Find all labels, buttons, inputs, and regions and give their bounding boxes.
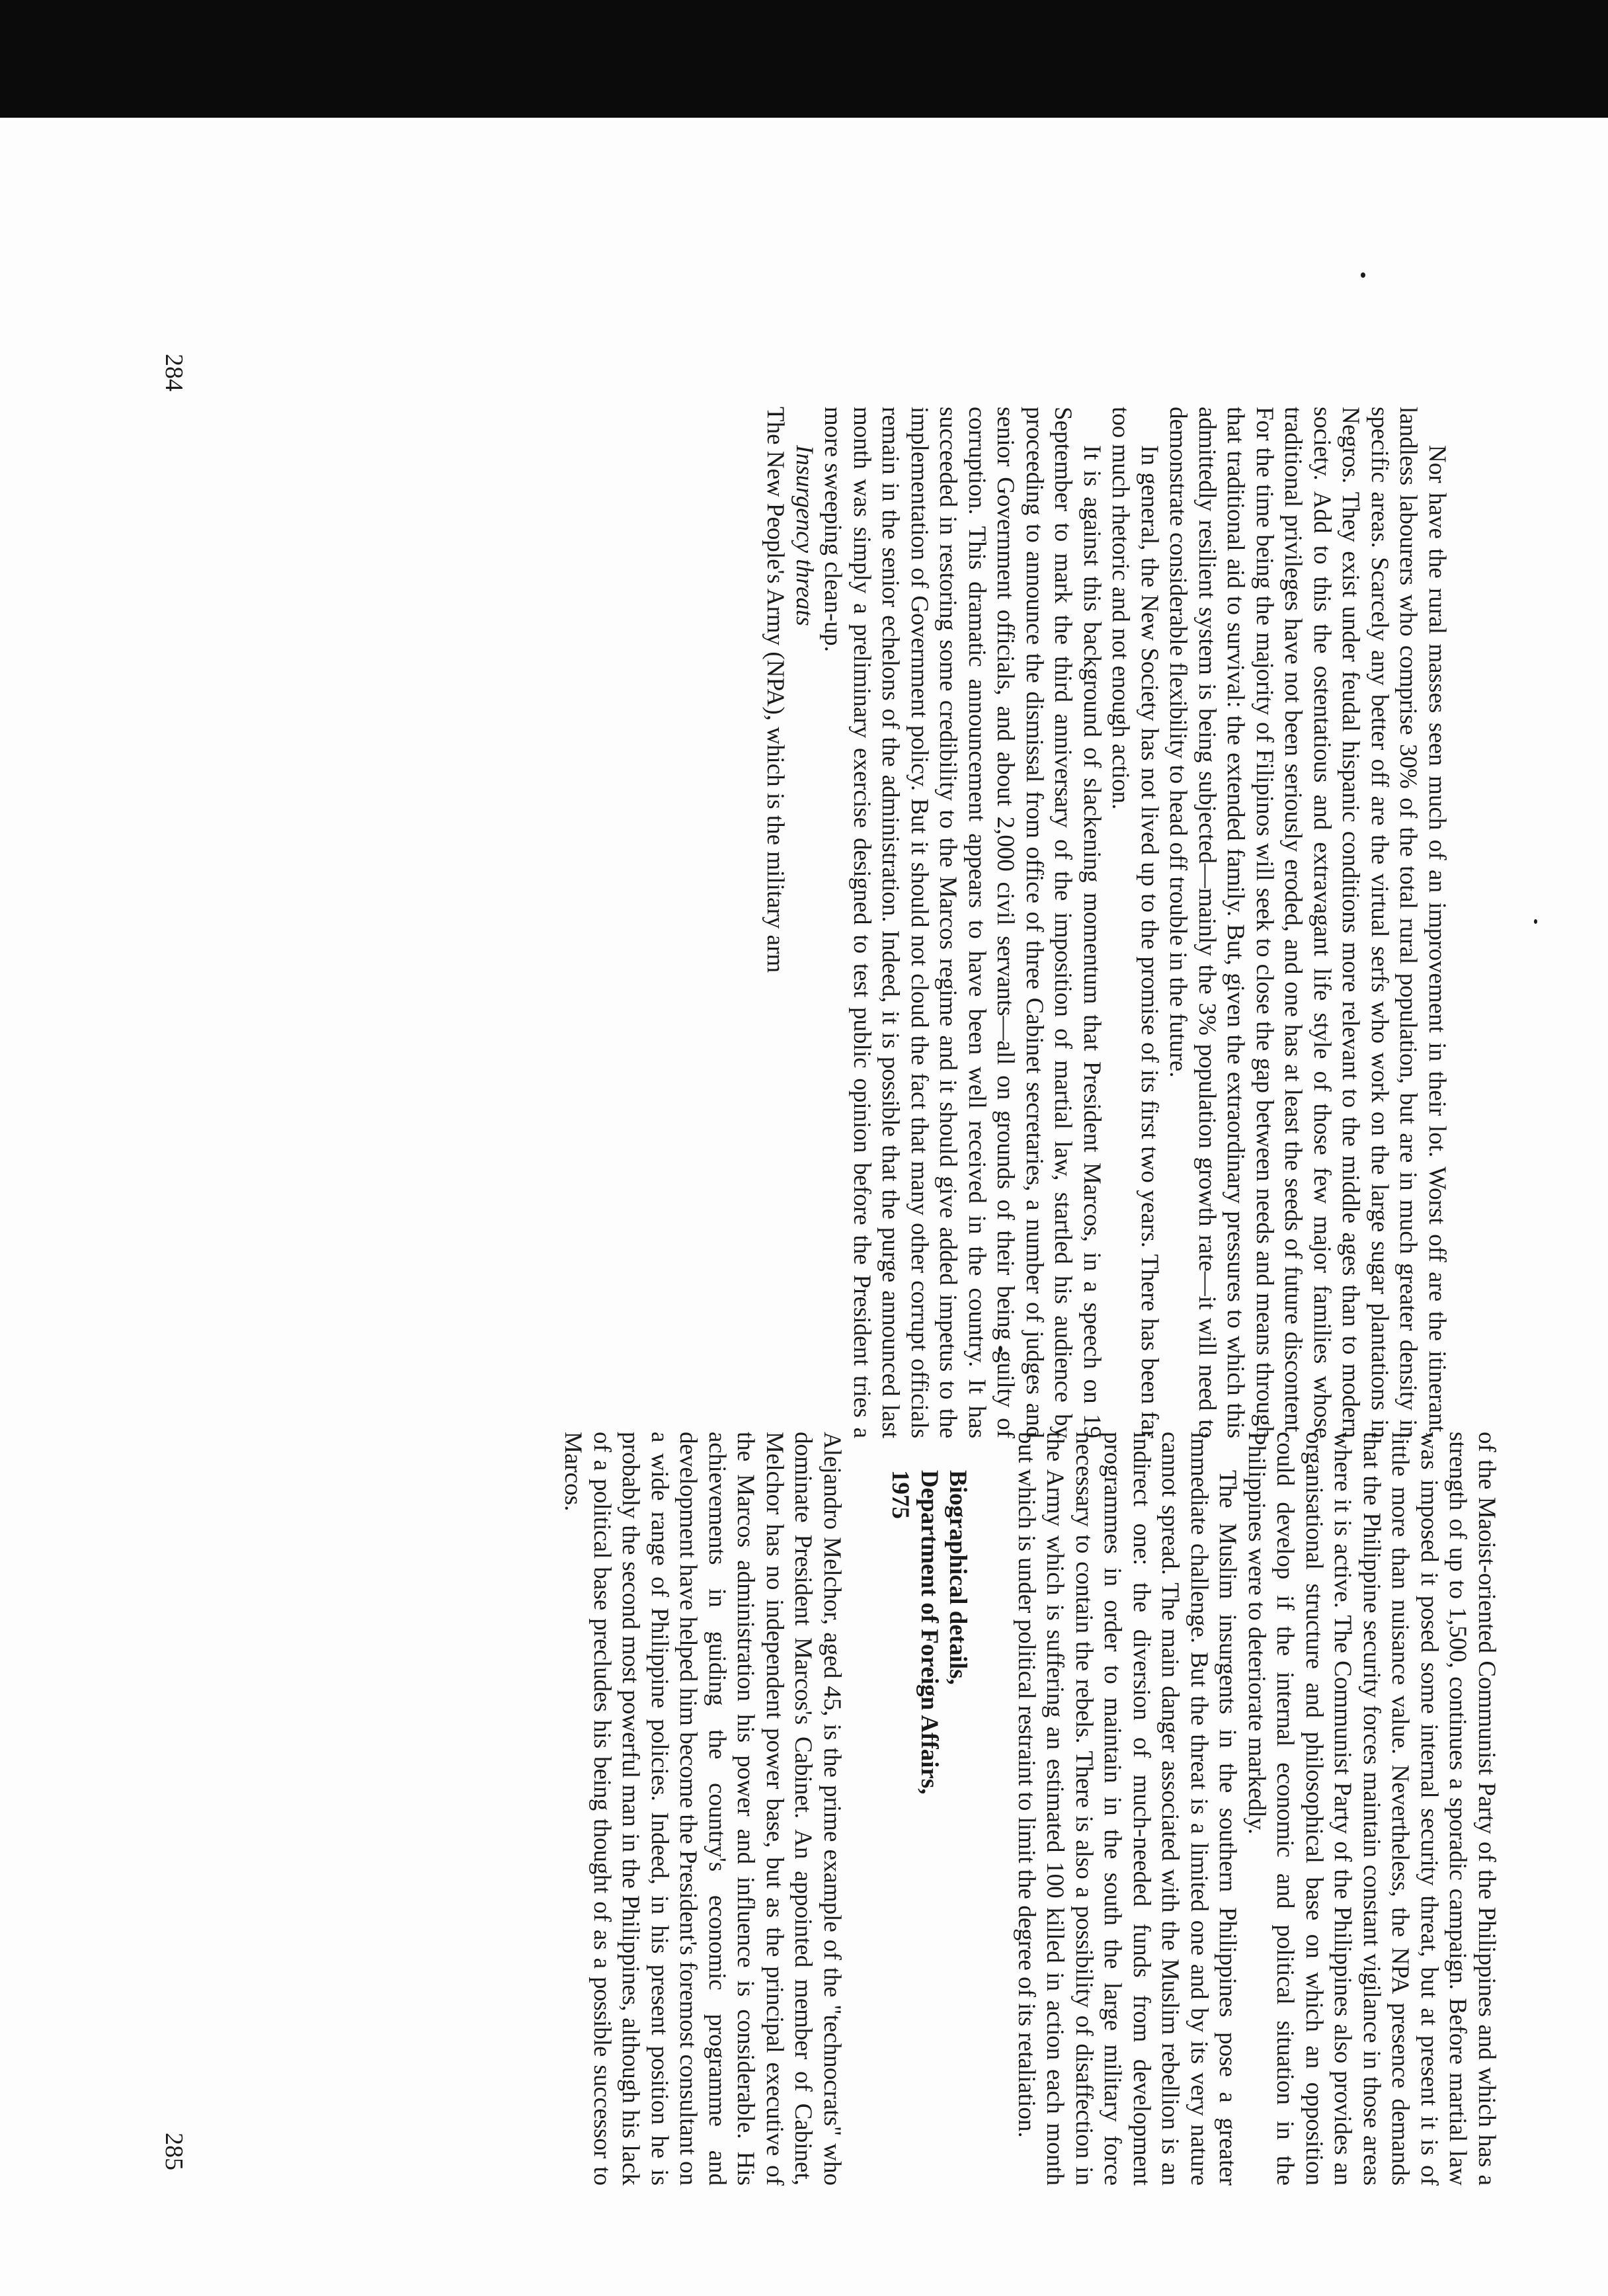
section-heading-line: Biographical details, <box>944 1470 972 1685</box>
paragraph: Alejandro Melchor, aged 45, is the prime example of the "technocrats" who dominate President Marcos's Cabinet. An appointed member of Cabinet, Melchor has no independent power base, but as the principal executive of the Marcos administration his power and influence is considerable. His achievements in guiding the country's economic programme and development have helped him become the President's foremost consultant on a wide range of Philippine policies. Indeed, in his present position he is probably the second most powerful man in the Philippines, although his lack of a political base precludes his being thought of as a possible successor to Marcos. <box>559 1432 846 2186</box>
scanner-edge-shadow <box>0 0 1608 118</box>
scan-speck <box>1534 919 1537 924</box>
paragraph: The New People's Army (NPA), which is the military arm <box>762 407 789 973</box>
spacer <box>846 1432 886 2186</box>
paragraph: It is against this background of slackening momentum that President Marcos, in a speech on 19 September to mark the third anniversary of the imposition of martial law, startled his audience by proceeding to announce the dismissal from office of three Cabinet secretaries, a number of judges and senior Government officials, and about 2,000 civil servants—all on grounds of their being guilty of corruption. This dramatic announcement appears to have been well received in the country. It has succeeded in restoring some credibility to the Marcos regime and it should give added impetus to the implementation of Government policy. But it should not cloud the fact that many other corrupt officials remain in the senior echelons of the administration. Indeed, it is possible that the purge announced last month was simply a preliminary exercise designed to test public opinion before the President tries a more sweeping clean-up. <box>819 407 1106 1438</box>
section-heading-line: 1975 <box>887 1470 914 1519</box>
right-page-text <box>559 1432 1501 2186</box>
left-page-text <box>761 407 1451 1438</box>
paragraph: of the Maoist-oriented Communist Party of the Philippines and which has a strength of up to 1,500, continues a sporadic campaign. Before martial law was imposed it posed some internal security threat, but at present it is of little more than nuisance value. Nevertheless, the NPA presence demands that the Philippine security forces maintain constant vigilance in those areas where it is active. The Communist Party of the Philippines also provides an organisational structure and philosophical base on which an opposition could develop if the internal economic and political situation in the Philippines were to deteriorate markedly. <box>1243 1432 1500 2186</box>
spacer <box>973 1432 1012 2186</box>
page-number: 284 <box>160 354 188 391</box>
page-number: 285 <box>160 2133 188 2170</box>
scan-speck <box>1361 272 1365 278</box>
section-heading: Insurgency threats <box>791 445 818 626</box>
paragraph: Nor have the rural masses seen much of an improvement in their lot. Worst off are the itinerant, landless labourers who comprise 30% of the total rural population, but are in much greater density in specific areas. Scarcely any better off are the virtual serfs who work on the large sugar plantations in Negros. They exist under feudal hispanic conditions more relevant to the middle ages than to modern society. Add to this the ostentatious and extravagant life style of those few major families whose traditional privileges have not been seriously eroded, and one has at least the seeds of future discontent. For the time being the majority of Filipinos will seek to close the gap between needs and means through that traditional aid to survival: the extended family. But, given the extraordinary pressures to which this admittedly resilient system is being subjected—mainly the 3% population growth rate—it will need to demonstrate considerable flexibility to head off trouble in the future. <box>1164 407 1451 1438</box>
paragraph: In general, the New Society has not lived up to the promise of its first two years. There has been far too much rhetoric and not enough action. <box>1107 407 1163 1438</box>
section-heading-line: Department of Foreign Affairs, <box>916 1470 943 1795</box>
paragraph: The Muslim insurgents in the southern Philippines pose a greater immediate challenge. But the threat is a limited one and by its very nature cannot spread. The main danger associated with the Muslim rebellion is an indirect one: the diversion of much-needed funds from development programmes in order to maintain in the south the large military force necessary to contain the rebels. There is also a possibility of disaffection in the Army which is suffering an estimated 100 killed in action each month but which is under political restraint to limit the degree of its retaliation. <box>1013 1432 1242 2186</box>
